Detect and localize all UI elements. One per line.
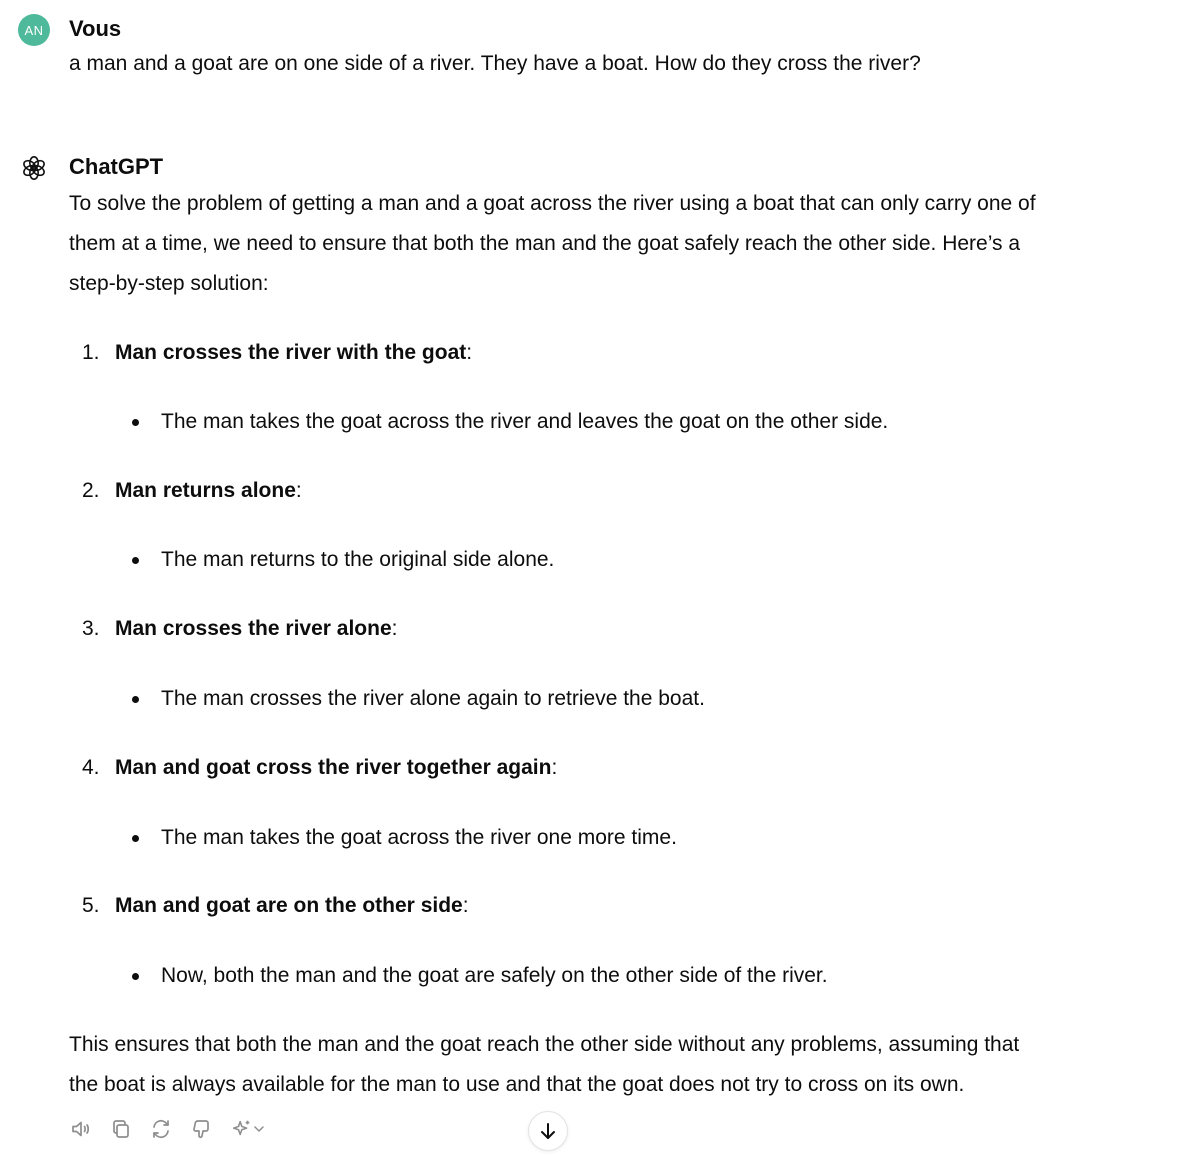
step-bullet-text: Now, both the man and the goat are safely on the other side of the river. [161,964,828,987]
step-bullet-text: The man takes the goat across the river one more time. [161,826,677,849]
assistant-author-name: ChatGPT [69,154,164,179]
step-title [115,886,469,926]
step-bullet-text: The man returns to the original side alone. [161,548,555,571]
step-number: 4. [82,756,100,779]
step-title [115,471,302,511]
user-avatar-initials: AN [24,22,44,38]
sparkle-model-icon [231,1118,253,1140]
step-title-suffix: : [295,479,302,502]
bullet-dot [132,973,139,980]
step-bullet-text: The man takes the goat across the river and leaves the goat on the other side. [161,410,889,433]
scroll-to-bottom-button[interactable] [528,1111,568,1151]
intro-line: To solve the problem of getting a man and a goat across the river using a boat that can only carry one of [69,192,1036,215]
step-title-bold: Man crosses the river alone [115,617,392,640]
step-title [115,748,557,788]
step-bullet-text: The man crosses the river alone again to retrieve the boat. [161,687,705,710]
user-avatar [18,14,50,46]
step-title [115,609,397,649]
step-title-bold: Man crosses the river with the goat [115,341,467,364]
step-number: 3. [82,617,100,640]
copy-button[interactable] [106,1114,136,1144]
intro-line: step-by-step solution: [69,272,269,295]
intro-line: them at a time, we need to ensure that both the man and the goat safely reach the other side. Here’s a [69,232,1021,255]
conclusion-line: the boat is always available for the man to use and that the goat does not try to cross on its own. [69,1073,965,1096]
step-title [115,333,472,373]
step-title-suffix: : [391,617,398,640]
bullet-dot [132,696,139,703]
bullet-dot [132,557,139,564]
chatgpt-logo-icon [18,152,50,184]
step-title-suffix: : [462,894,469,917]
user-message-text: a man and a goat are on one side of a river. They have a boat. How do they cross the river? [69,52,921,75]
step-number: 2. [82,479,100,502]
thumbs-down-icon [189,1117,213,1141]
step-number: 5. [82,894,100,917]
step-number: 1. [82,341,100,364]
bullet-dot [132,835,139,842]
step-title-bold: Man and goat are on the other side [115,894,463,917]
regenerate-icon [149,1117,173,1141]
bullet-dot [132,419,139,426]
read-aloud-button[interactable] [66,1114,96,1144]
copy-icon [109,1117,133,1141]
chevron-down-icon [253,1123,265,1135]
step-title-bold: Man returns alone [115,479,296,502]
step-title-bold: Man and goat cross the river together again [115,756,552,779]
message-action-bar [66,1112,280,1146]
user-author-name: Vous [69,16,122,41]
step-title-suffix: : [466,341,473,364]
step-title-suffix: : [551,756,558,779]
bad-response-button[interactable] [186,1114,216,1144]
speaker-icon [69,1117,93,1141]
change-model-button[interactable] [226,1114,270,1144]
conclusion-line: This ensures that both the man and the goat reach the other side without any problems, assuming that [69,1033,1020,1056]
arrow-down-icon [538,1121,558,1141]
regenerate-button[interactable] [146,1114,176,1144]
